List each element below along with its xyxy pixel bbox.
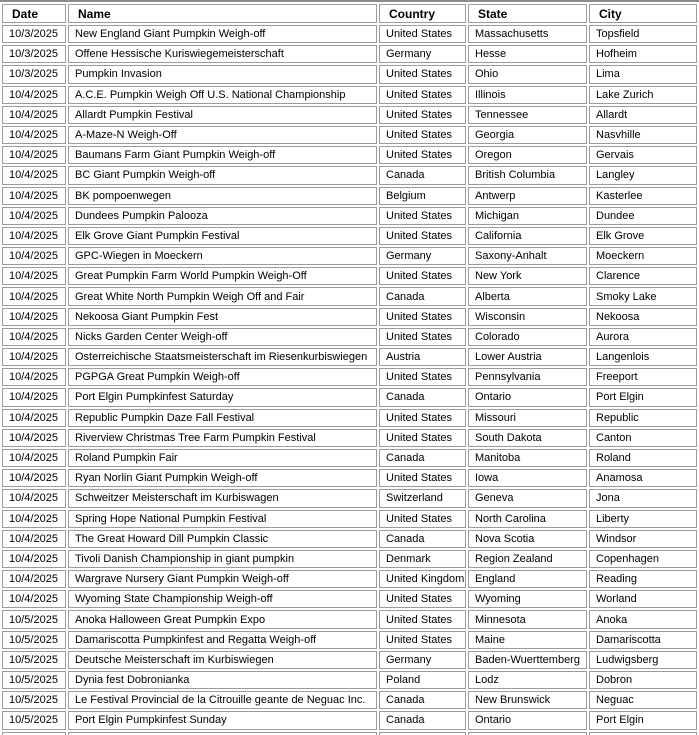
- cell-name: Nicks Garden Center Weigh-off: [68, 328, 377, 346]
- cell-state: Ontario: [468, 711, 587, 729]
- cell-state: Baden-Wuerttemberg: [468, 651, 587, 669]
- cell-city: Langley: [589, 166, 697, 184]
- cell-date: 10/4/2025: [2, 388, 66, 406]
- cell-city: Clarence: [589, 267, 697, 285]
- cell-country: Canada: [379, 166, 466, 184]
- table-row: [2, 308, 697, 326]
- cell-date: 10/5/2025: [2, 610, 66, 628]
- table-row: [2, 570, 697, 588]
- cell-city: Port Elgin: [589, 388, 697, 406]
- cell-state: Alberta: [468, 287, 587, 305]
- cell-date: 10/4/2025: [2, 247, 66, 265]
- cell-date: 10/4/2025: [2, 328, 66, 346]
- cell-name: GPC-Wiegen in Moeckern: [68, 247, 377, 265]
- cell-date: 10/4/2025: [2, 227, 66, 245]
- cell-country: United States: [379, 610, 466, 628]
- cell-state: England: [468, 570, 587, 588]
- cell-city: Nekoosa: [589, 308, 697, 326]
- cell-date: 10/4/2025: [2, 166, 66, 184]
- cell-city: Worland: [589, 590, 697, 608]
- cell-date: 10/4/2025: [2, 187, 66, 205]
- table-footer: [2, 732, 697, 735]
- cell-state: Region Zealand: [468, 550, 587, 568]
- table-row: [2, 489, 697, 507]
- cell-state: Lodz: [468, 671, 587, 689]
- table-row: [2, 469, 697, 487]
- clipped-cell: [468, 732, 587, 735]
- cell-country: United States: [379, 207, 466, 225]
- table-header: [2, 4, 697, 23]
- cell-date: 10/4/2025: [2, 146, 66, 164]
- cell-city: Anamosa: [589, 469, 697, 487]
- cell-state: Wisconsin: [468, 308, 587, 326]
- cell-country: Germany: [379, 45, 466, 63]
- cell-state: North Carolina: [468, 510, 587, 528]
- cell-city: Moeckern: [589, 247, 697, 265]
- cell-country: Canada: [379, 449, 466, 467]
- table-row: [2, 287, 697, 305]
- cell-name: Osterreichische Staatsmeisterschaft im Riesenkurbiswiegen: [68, 348, 377, 366]
- cell-country: Austria: [379, 348, 466, 366]
- cell-city: Copenhagen: [589, 550, 697, 568]
- table-row: [2, 510, 697, 528]
- cell-state: Ohio: [468, 65, 587, 83]
- cell-date: 10/4/2025: [2, 409, 66, 427]
- cell-state: Iowa: [468, 469, 587, 487]
- cell-name: Schweitzer Meisterschaft im Kurbiswagen: [68, 489, 377, 507]
- cell-name: Le Festival Provincial de la Citrouille geante de Neguac Inc.: [68, 691, 377, 709]
- cell-city: Jona: [589, 489, 697, 507]
- cell-country: United States: [379, 25, 466, 43]
- cell-date: 10/4/2025: [2, 86, 66, 104]
- table-row: [2, 429, 697, 447]
- cell-country: United States: [379, 429, 466, 447]
- cell-country: Canada: [379, 388, 466, 406]
- cell-city: Canton: [589, 429, 697, 447]
- cell-name: Roland Pumpkin Fair: [68, 449, 377, 467]
- column-header-date: Date: [2, 4, 66, 23]
- cell-country: United States: [379, 368, 466, 386]
- cell-state: Maine: [468, 631, 587, 649]
- cell-date: 10/3/2025: [2, 25, 66, 43]
- cell-state: New Brunswick: [468, 691, 587, 709]
- cell-date: 10/4/2025: [2, 550, 66, 568]
- table-row: [2, 106, 697, 124]
- cell-name: Wargrave Nursery Giant Pumpkin Weigh-off: [68, 570, 377, 588]
- cell-country: Germany: [379, 651, 466, 669]
- cell-state: Georgia: [468, 126, 587, 144]
- cell-name: Offene Hessische Kuriswiegemeisterschaft: [68, 45, 377, 63]
- cell-country: United States: [379, 409, 466, 427]
- cell-date: 10/4/2025: [2, 530, 66, 548]
- cell-city: Damariscotta: [589, 631, 697, 649]
- cell-city: Hofheim: [589, 45, 697, 63]
- cell-country: Poland: [379, 671, 466, 689]
- cell-date: 10/4/2025: [2, 570, 66, 588]
- cell-city: Republic: [589, 409, 697, 427]
- cell-name: BC Giant Pumpkin Weigh-off: [68, 166, 377, 184]
- cell-name: Allardt Pumpkin Festival: [68, 106, 377, 124]
- cell-date: 10/4/2025: [2, 429, 66, 447]
- column-header-name: Name: [68, 4, 377, 23]
- cell-country: United States: [379, 106, 466, 124]
- cell-date: 10/4/2025: [2, 368, 66, 386]
- cell-city: Dobron: [589, 671, 697, 689]
- cell-country: United States: [379, 86, 466, 104]
- clipped-cell: [589, 732, 697, 735]
- table-row: [2, 146, 697, 164]
- cell-state: Tennessee: [468, 106, 587, 124]
- cell-city: Lima: [589, 65, 697, 83]
- cell-name: Republic Pumpkin Daze Fall Festival: [68, 409, 377, 427]
- cell-state: Geneva: [468, 489, 587, 507]
- cell-date: 10/5/2025: [2, 691, 66, 709]
- cell-name: The Great Howard Dill Pumpkin Classic: [68, 530, 377, 548]
- cell-name: Great White North Pumpkin Weigh Off and Fair: [68, 287, 377, 305]
- cell-name: Wyoming State Championship Weigh-off: [68, 590, 377, 608]
- cell-state: Nova Scotia: [468, 530, 587, 548]
- cell-city: Topsfield: [589, 25, 697, 43]
- clipped-cell: [68, 732, 377, 735]
- cell-name: Great Pumpkin Farm World Pumpkin Weigh-Off: [68, 267, 377, 285]
- table-row: [2, 227, 697, 245]
- cell-name: PGPGA Great Pumpkin Weigh-off: [68, 368, 377, 386]
- clipped-cell: [379, 732, 466, 735]
- cell-state: California: [468, 227, 587, 245]
- cell-country: Canada: [379, 711, 466, 729]
- pumpkin-events-table: [0, 2, 699, 735]
- cell-state: Michigan: [468, 207, 587, 225]
- table-row: [2, 328, 697, 346]
- cell-country: Belgium: [379, 187, 466, 205]
- cell-date: 10/4/2025: [2, 590, 66, 608]
- table-row: [2, 267, 697, 285]
- cell-date: 10/4/2025: [2, 510, 66, 528]
- cell-name: New England Giant Pumpkin Weigh-off: [68, 25, 377, 43]
- cell-city: Smoky Lake: [589, 287, 697, 305]
- cell-name: Damariscotta Pumpkinfest and Regatta Weigh-off: [68, 631, 377, 649]
- table-row: [2, 368, 697, 386]
- table-row: [2, 691, 697, 709]
- cell-country: Denmark: [379, 550, 466, 568]
- cell-name: Spring Hope National Pumpkin Festival: [68, 510, 377, 528]
- cell-name: Port Elgin Pumpkinfest Sunday: [68, 711, 377, 729]
- cell-city: Nasvhille: [589, 126, 697, 144]
- table-row: [2, 671, 697, 689]
- cell-date: 10/4/2025: [2, 489, 66, 507]
- cell-name: Tivoli Danish Championship in giant pumpkin: [68, 550, 377, 568]
- cell-country: United States: [379, 510, 466, 528]
- column-header-city: City: [589, 4, 697, 23]
- cell-state: Pennsylvania: [468, 368, 587, 386]
- cell-city: Roland: [589, 449, 697, 467]
- cell-city: Ludwigsberg: [589, 651, 697, 669]
- table-row: [2, 65, 697, 83]
- table-row: [2, 166, 697, 184]
- cell-name: Dynia fest Dobronianka: [68, 671, 377, 689]
- event-table-body: [2, 25, 697, 730]
- cell-name: Baumans Farm Giant Pumpkin Weigh-off: [68, 146, 377, 164]
- cell-state: Oregon: [468, 146, 587, 164]
- cell-date: 10/4/2025: [2, 207, 66, 225]
- cell-state: Illinois: [468, 86, 587, 104]
- table-row: [2, 631, 697, 649]
- cell-country: United Kingdom: [379, 570, 466, 588]
- cell-date: 10/4/2025: [2, 287, 66, 305]
- table-row: [2, 45, 697, 63]
- cell-city: Freeport: [589, 368, 697, 386]
- column-header-country: Country: [379, 4, 466, 23]
- cell-country: United States: [379, 227, 466, 245]
- cell-name: A-Maze-N Weigh-Off: [68, 126, 377, 144]
- clipped-cell: [2, 732, 66, 735]
- cell-name: A.C.E. Pumpkin Weigh Off U.S. National Championship: [68, 86, 377, 104]
- cell-country: Canada: [379, 530, 466, 548]
- cell-date: 10/5/2025: [2, 711, 66, 729]
- cell-city: Allardt: [589, 106, 697, 124]
- table-row: [2, 86, 697, 104]
- cell-name: Pumpkin Invasion: [68, 65, 377, 83]
- table-row: [2, 247, 697, 265]
- cell-city: Liberty: [589, 510, 697, 528]
- table-row: [2, 388, 697, 406]
- cell-name: Dundees Pumpkin Palooza: [68, 207, 377, 225]
- cell-name: Ryan Norlin Giant Pumpkin Weigh-off: [68, 469, 377, 487]
- cell-state: Colorado: [468, 328, 587, 346]
- cell-city: Langenlois: [589, 348, 697, 366]
- cell-country: Canada: [379, 691, 466, 709]
- cell-state: Lower Austria: [468, 348, 587, 366]
- cell-name: Port Elgin Pumpkinfest Saturday: [68, 388, 377, 406]
- cell-city: Reading: [589, 570, 697, 588]
- cell-city: Aurora: [589, 328, 697, 346]
- table-row: [2, 590, 697, 608]
- cell-city: Kasterlee: [589, 187, 697, 205]
- cell-country: United States: [379, 631, 466, 649]
- cell-state: New York: [468, 267, 587, 285]
- cell-country: Canada: [379, 287, 466, 305]
- table-row: [2, 610, 697, 628]
- column-header-state: State: [468, 4, 587, 23]
- cell-country: United States: [379, 146, 466, 164]
- cell-city: Anoka: [589, 610, 697, 628]
- cell-name: Riverview Christmas Tree Farm Pumpkin Festival: [68, 429, 377, 447]
- cell-city: Port Elgin: [589, 711, 697, 729]
- table-row: [2, 409, 697, 427]
- cell-country: United States: [379, 328, 466, 346]
- cell-date: 10/5/2025: [2, 631, 66, 649]
- cell-date: 10/4/2025: [2, 106, 66, 124]
- header-row: [2, 4, 697, 23]
- cell-name: BK pompoenwegen: [68, 187, 377, 205]
- cell-state: Massachusetts: [468, 25, 587, 43]
- cell-date: 10/5/2025: [2, 671, 66, 689]
- table-row: [2, 126, 697, 144]
- cell-state: Antwerp: [468, 187, 587, 205]
- cell-state: Ontario: [468, 388, 587, 406]
- table-row: [2, 207, 697, 225]
- cell-city: Neguac: [589, 691, 697, 709]
- cell-country: United States: [379, 267, 466, 285]
- cell-date: 10/4/2025: [2, 449, 66, 467]
- table-row: [2, 550, 697, 568]
- table-row: [2, 187, 697, 205]
- cell-state: Hesse: [468, 45, 587, 63]
- cell-state: Wyoming: [468, 590, 587, 608]
- table-row: [2, 449, 697, 467]
- cell-state: Manitoba: [468, 449, 587, 467]
- cell-country: United States: [379, 65, 466, 83]
- cell-city: Windsor: [589, 530, 697, 548]
- cell-name: Nekoosa Giant Pumpkin Fest: [68, 308, 377, 326]
- table-row: [2, 711, 697, 729]
- table-row: [2, 530, 697, 548]
- table-row: [2, 348, 697, 366]
- cell-name: Elk Grove Giant Pumpkin Festival: [68, 227, 377, 245]
- cell-country: Germany: [379, 247, 466, 265]
- cell-date: 10/3/2025: [2, 65, 66, 83]
- table-row: [2, 651, 697, 669]
- cell-country: United States: [379, 469, 466, 487]
- cell-state: South Dakota: [468, 429, 587, 447]
- cell-city: Gervais: [589, 146, 697, 164]
- cell-date: 10/4/2025: [2, 267, 66, 285]
- cell-country: United States: [379, 126, 466, 144]
- cell-name: Anoka Halloween Great Pumpkin Expo: [68, 610, 377, 628]
- cell-date: 10/4/2025: [2, 469, 66, 487]
- cell-date: 10/4/2025: [2, 348, 66, 366]
- clipped-row-below: [2, 732, 697, 735]
- cell-state: Missouri: [468, 409, 587, 427]
- table-row: [2, 25, 697, 43]
- cell-city: Dundee: [589, 207, 697, 225]
- cell-state: Saxony-Anhalt: [468, 247, 587, 265]
- cell-country: United States: [379, 590, 466, 608]
- cell-date: 10/5/2025: [2, 651, 66, 669]
- cell-date: 10/4/2025: [2, 126, 66, 144]
- cell-city: Lake Zurich: [589, 86, 697, 104]
- cell-date: 10/3/2025: [2, 45, 66, 63]
- cell-state: Minnesota: [468, 610, 587, 628]
- cell-city: Elk Grove: [589, 227, 697, 245]
- cell-date: 10/4/2025: [2, 308, 66, 326]
- cell-country: Switzerland: [379, 489, 466, 507]
- cell-name: Deutsche Meisterschaft im Kurbiswiegen: [68, 651, 377, 669]
- cell-state: British Columbia: [468, 166, 587, 184]
- cell-country: United States: [379, 308, 466, 326]
